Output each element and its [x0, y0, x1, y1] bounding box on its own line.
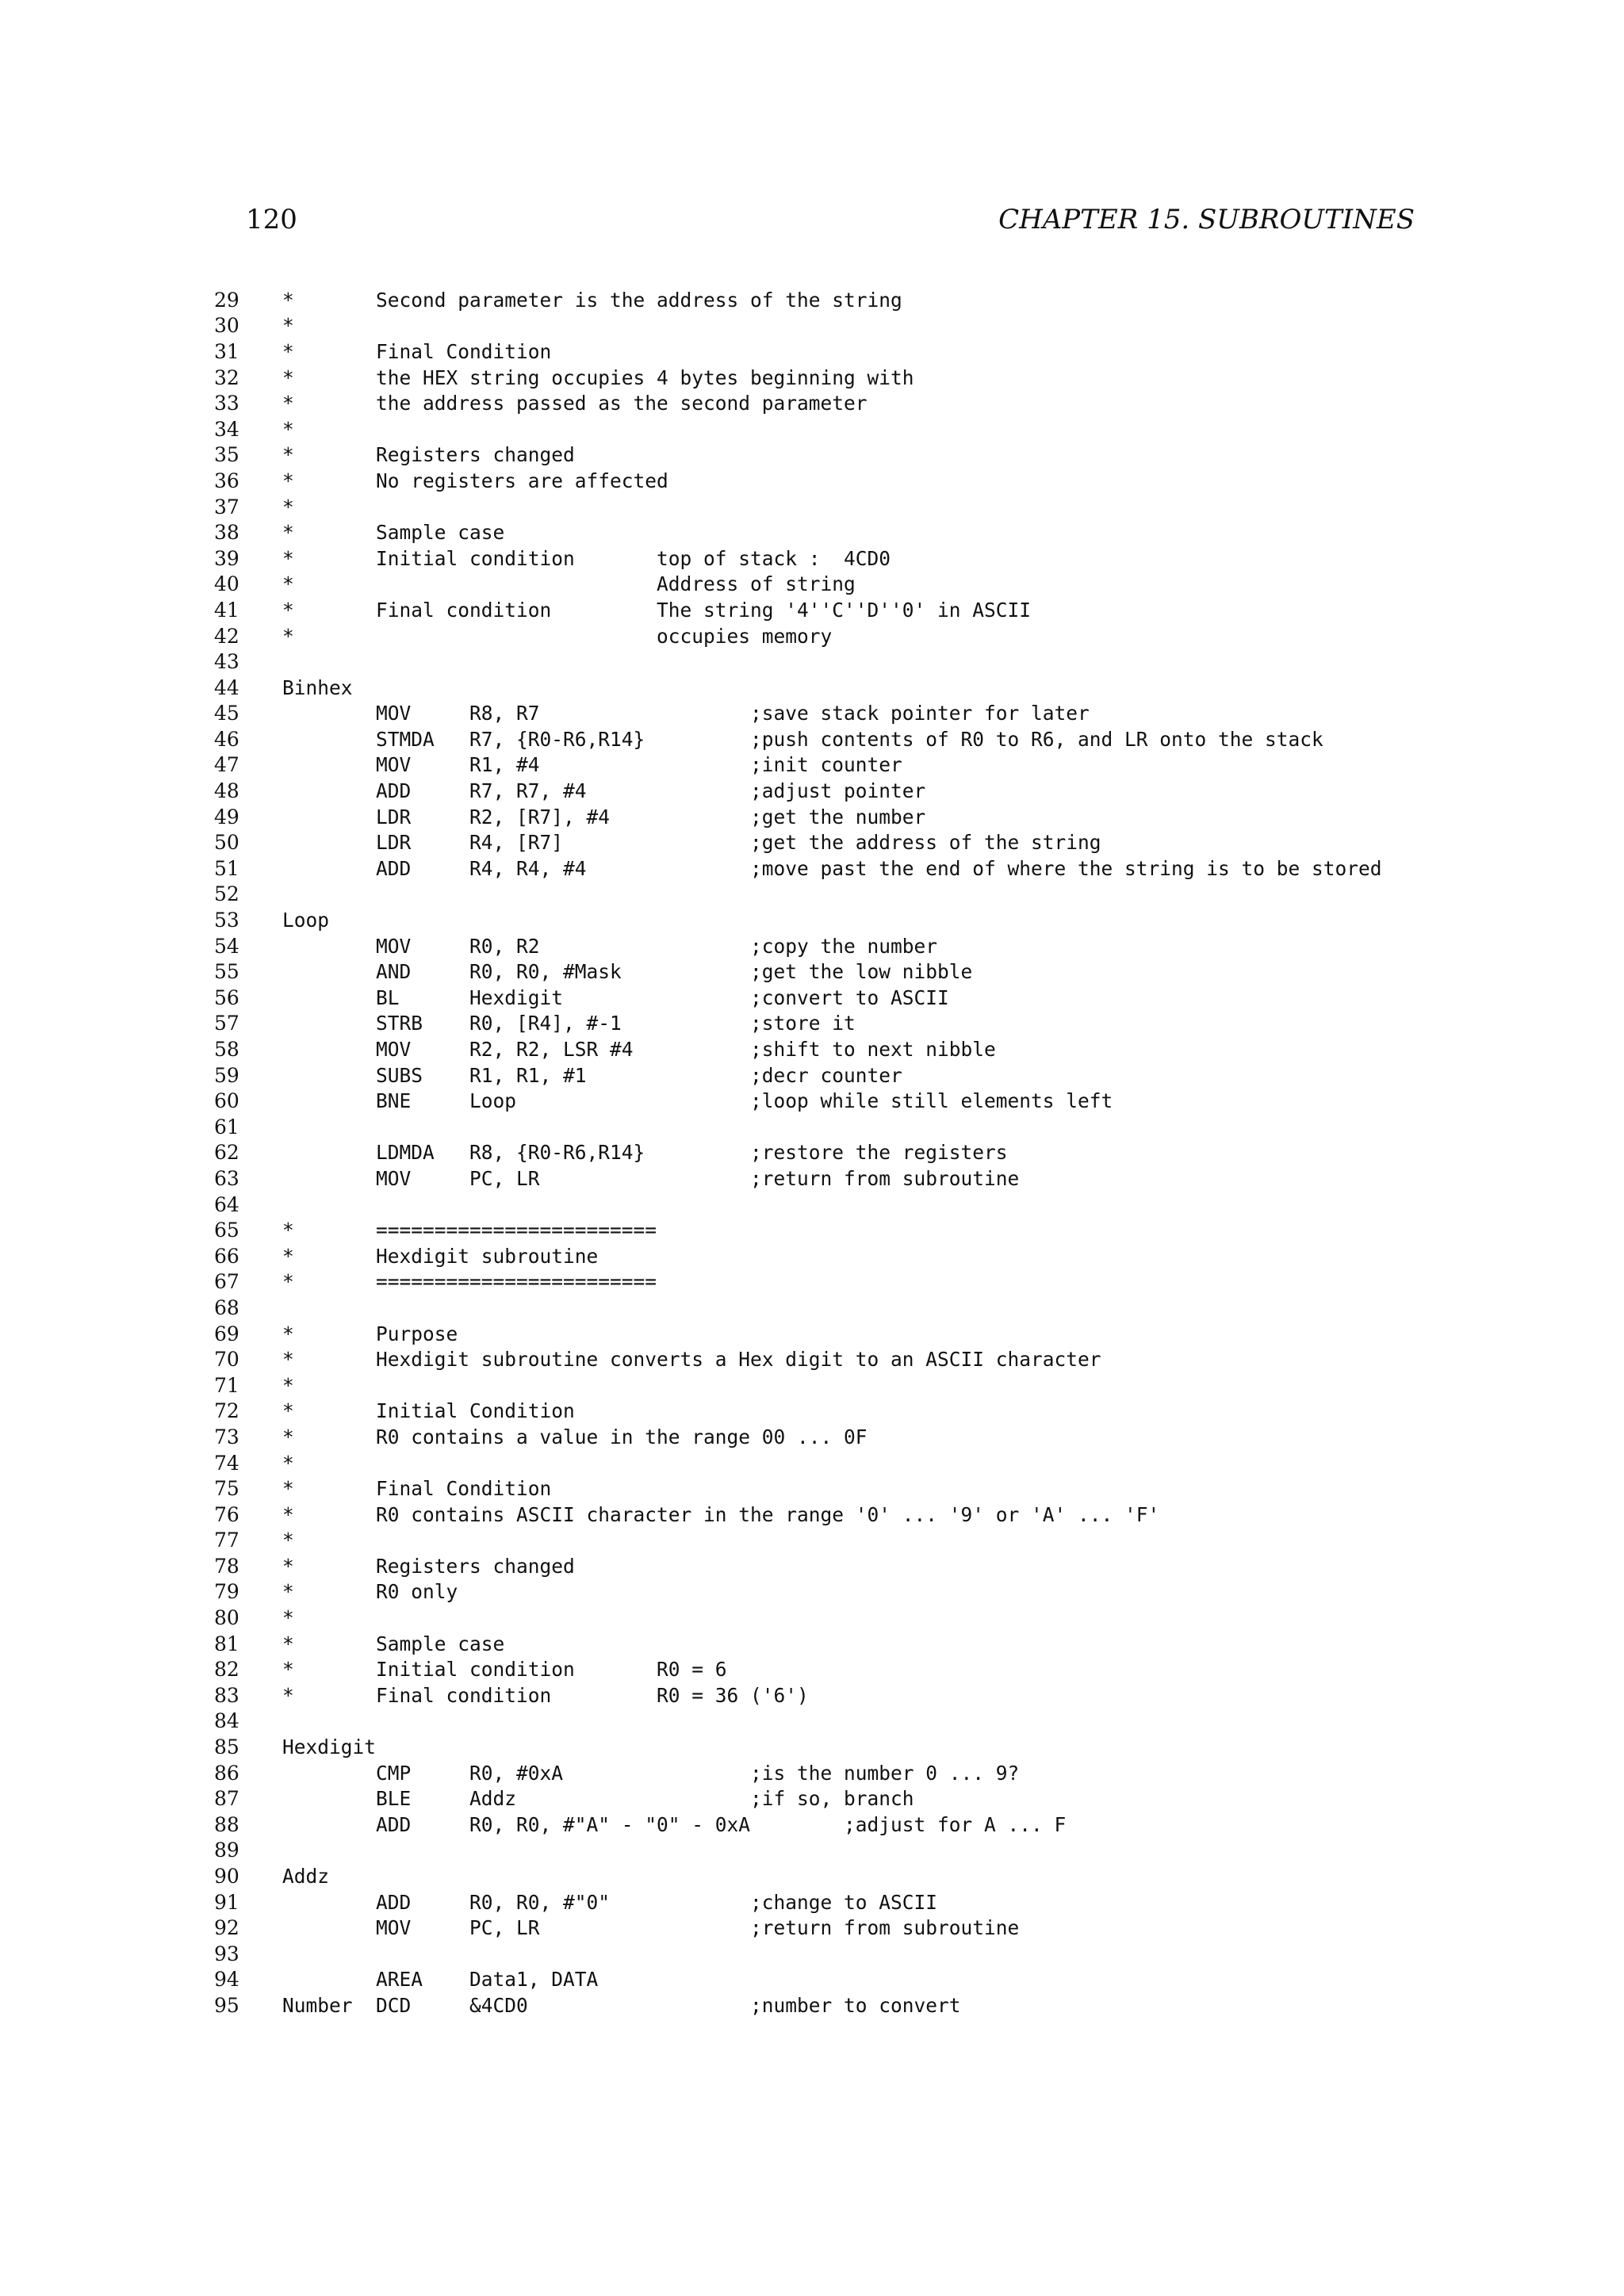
- line-code-text: * Sample case: [282, 521, 505, 545]
- code-line: [214, 726, 1451, 752]
- code-line: [214, 468, 1451, 494]
- line-number: 45: [214, 702, 239, 725]
- code-line: [214, 933, 1451, 959]
- code-line: [214, 1165, 1451, 1192]
- line-number: 68: [214, 1295, 239, 1319]
- code-line: [214, 1967, 1451, 1993]
- code-line: [214, 649, 1451, 675]
- line-code-text: MOV PC, LR ;return from subroutine: [282, 1916, 1020, 1940]
- line-code-text: MOV R0, R2 ;copy the number: [282, 934, 938, 958]
- code-line: [214, 1372, 1451, 1399]
- line-code-text: CMP R0, #0xA ;is the number 0 ... 9?: [282, 1761, 1020, 1785]
- code-line: [214, 855, 1451, 882]
- line-number: 43: [214, 650, 239, 674]
- line-code-text: ADD R0, R0, #"0" ;change to ASCII: [282, 1890, 938, 1914]
- code-line: [214, 313, 1451, 339]
- line-code-text: * occupies memory: [282, 624, 833, 648]
- line-code-text: *: [282, 314, 294, 338]
- line-code-text: * Hexdigit subroutine: [282, 1244, 599, 1268]
- line-code-text: * ========================: [282, 1270, 657, 1294]
- code-line: [214, 572, 1451, 598]
- code-line: [214, 1424, 1451, 1450]
- line-number: 63: [214, 1166, 239, 1190]
- line-number: 89: [214, 1839, 239, 1862]
- code-line: [214, 494, 1451, 520]
- line-code-text: BLE Addz ;if so, branch: [282, 1787, 914, 1811]
- line-code-text: SUBS R1, R1, #1 ;decr counter: [282, 1063, 902, 1087]
- line-code-text: *: [282, 1529, 294, 1552]
- line-code-text: * Final Condition: [282, 1477, 552, 1501]
- code-line: [214, 1450, 1451, 1476]
- code-line: [214, 1269, 1451, 1295]
- line-number: 29: [214, 288, 239, 312]
- code-line: [214, 1889, 1451, 1915]
- line-number: 37: [214, 495, 239, 519]
- line-number: 38: [214, 521, 239, 545]
- code-line: [214, 1475, 1451, 1502]
- line-code-text: Hexdigit: [282, 1735, 377, 1759]
- code-line: [214, 1553, 1451, 1579]
- line-code-text: ADD R0, R0, #"A" - "0" - 0xA ;adjust for A ... F: [282, 1812, 1067, 1836]
- line-number: 95: [214, 1993, 239, 2017]
- code-line: [214, 287, 1451, 313]
- code-line: [214, 1321, 1451, 1347]
- line-code-text: * R0 contains a value in the range 00 ... 0F: [282, 1425, 868, 1448]
- code-line: [214, 701, 1451, 727]
- line-number: 81: [214, 1632, 239, 1655]
- code-line: [214, 1502, 1451, 1528]
- code-line: [214, 1011, 1451, 1037]
- code-line: [214, 1992, 1451, 2019]
- line-code-text: * Address of string: [282, 572, 856, 596]
- code-line: [214, 804, 1451, 830]
- line-code-text: * Purpose: [282, 1322, 458, 1345]
- code-line: [214, 1656, 1451, 1682]
- line-number: 70: [214, 1348, 239, 1372]
- line-number: 48: [214, 779, 239, 803]
- line-number: 93: [214, 1942, 239, 1965]
- code-line: [214, 1915, 1451, 1941]
- code-line: [214, 1243, 1451, 1269]
- line-code-text: STMDA R7, {R0-R6,R14} ;push contents of R0 to R6, and LR onto the stack: [282, 727, 1323, 751]
- code-line: [214, 959, 1451, 985]
- line-number: 84: [214, 1709, 239, 1733]
- line-number: 59: [214, 1063, 239, 1087]
- code-line: [214, 1114, 1451, 1140]
- line-number: 79: [214, 1580, 239, 1604]
- line-number: 58: [214, 1038, 239, 1062]
- line-code-text: BNE Loop ;loop while still elements left: [282, 1089, 1113, 1113]
- code-line: [214, 623, 1451, 649]
- line-code-text: * Initial Condition: [282, 1399, 575, 1423]
- code-line: [214, 1088, 1451, 1114]
- line-number: 85: [214, 1735, 239, 1759]
- code-line: [214, 416, 1451, 442]
- line-code-text: * Registers changed: [282, 443, 575, 467]
- line-number: 32: [214, 365, 239, 389]
- line-number: 42: [214, 624, 239, 648]
- line-number: 33: [214, 392, 239, 415]
- code-line: [214, 1863, 1451, 1889]
- code-line: [214, 1346, 1451, 1372]
- line-number: 57: [214, 1012, 239, 1035]
- line-number: 90: [214, 1865, 239, 1888]
- line-number: 30: [214, 314, 239, 338]
- line-number: 60: [214, 1089, 239, 1113]
- chapter-heading: CHAPTER 15. SUBROUTINES: [998, 204, 1415, 235]
- line-code-text: LDMDA R8, {R0-R6,R14} ;restore the registers: [282, 1141, 1008, 1165]
- line-code-text: AREA Data1, DATA: [282, 1968, 599, 1992]
- line-code-text: Loop: [282, 909, 330, 932]
- code-line: [214, 1605, 1451, 1631]
- line-code-text: * ========================: [282, 1219, 657, 1242]
- line-code-text: *: [282, 495, 294, 519]
- line-number: 83: [214, 1683, 239, 1707]
- line-number: 61: [214, 1115, 239, 1138]
- line-number: 44: [214, 675, 239, 699]
- code-line: [214, 882, 1451, 908]
- line-code-text: * R0 contains ASCII character in the range '0' ... '9' or 'A' ... 'F': [282, 1502, 1160, 1526]
- code-line: [214, 1838, 1451, 1864]
- line-code-text: MOV R8, R7 ;save stack pointer for later: [282, 702, 1090, 725]
- code-line: [214, 1217, 1451, 1243]
- line-number: 47: [214, 753, 239, 777]
- code-line: [214, 1785, 1451, 1812]
- line-code-text: * the HEX string occupies 4 bytes beginning with: [282, 365, 914, 389]
- line-code-text: LDR R4, [R7] ;get the address of the string: [282, 831, 1101, 855]
- line-number: 54: [214, 934, 239, 958]
- line-number: 49: [214, 805, 239, 828]
- line-number: 78: [214, 1554, 239, 1578]
- line-code-text: ADD R4, R4, #4 ;move past the end of where the string is to be stored: [282, 856, 1382, 880]
- line-code-text: MOV R1, #4 ;init counter: [282, 753, 902, 777]
- code-line: [214, 752, 1451, 779]
- line-code-text: *: [282, 417, 294, 441]
- code-line: [214, 1709, 1451, 1735]
- line-code-text: * the address passed as the second parameter: [282, 392, 868, 415]
- line-number: 73: [214, 1425, 239, 1448]
- line-number: 64: [214, 1192, 239, 1216]
- line-number: 71: [214, 1373, 239, 1397]
- line-code-text: * Initial condition R0 = 6: [282, 1658, 727, 1682]
- line-code-text: LDR R2, [R7], #4 ;get the number: [282, 805, 926, 828]
- line-number: 62: [214, 1141, 239, 1165]
- line-code-text: ADD R7, R7, #4 ;adjust pointer: [282, 779, 926, 803]
- line-number: 31: [214, 339, 239, 363]
- line-code-text: MOV R2, R2, LSR #4 ;shift to next nibble: [282, 1038, 996, 1062]
- line-code-text: AND R0, R0, #Mask ;get the low nibble: [282, 960, 973, 984]
- code-line: [214, 1941, 1451, 1967]
- line-number: 69: [214, 1322, 239, 1345]
- line-code-text: *: [282, 1606, 294, 1630]
- code-line: [214, 1812, 1451, 1838]
- line-code-text: BL Hexdigit ;convert to ASCII: [282, 985, 949, 1009]
- line-number: 50: [214, 831, 239, 855]
- code-line: [214, 1760, 1451, 1786]
- line-number: 87: [214, 1787, 239, 1811]
- code-line: [214, 1036, 1451, 1062]
- line-code-text: * Registers changed: [282, 1554, 575, 1578]
- line-number: 53: [214, 909, 239, 932]
- code-line: [214, 390, 1451, 416]
- code-listing: [214, 287, 1451, 2019]
- line-number: 34: [214, 417, 239, 441]
- line-number: 41: [214, 598, 239, 622]
- code-line: [214, 597, 1451, 623]
- code-line: [214, 1192, 1451, 1218]
- line-code-text: Addz: [282, 1865, 330, 1888]
- line-number: 66: [214, 1244, 239, 1268]
- code-line: [214, 1631, 1451, 1657]
- code-line: [214, 1734, 1451, 1760]
- line-number: 40: [214, 572, 239, 596]
- line-code-text: * Final Condition: [282, 339, 552, 363]
- line-number: 35: [214, 443, 239, 467]
- code-line: [214, 365, 1451, 391]
- line-number: 82: [214, 1658, 239, 1682]
- code-line: [214, 1140, 1451, 1166]
- code-line: [214, 1295, 1451, 1321]
- code-line: [214, 1682, 1451, 1709]
- page-number: 120: [246, 204, 297, 235]
- code-line: [214, 1399, 1451, 1425]
- code-line: [214, 985, 1451, 1011]
- line-number: 86: [214, 1761, 239, 1785]
- line-number: 46: [214, 727, 239, 751]
- line-number: 51: [214, 856, 239, 880]
- line-number: 77: [214, 1529, 239, 1552]
- code-line: [214, 1062, 1451, 1089]
- code-line: [214, 339, 1451, 365]
- line-number: 75: [214, 1477, 239, 1501]
- code-line: [214, 829, 1451, 855]
- line-number: 55: [214, 960, 239, 984]
- line-code-text: * No registers are affected: [282, 469, 668, 492]
- line-code-text: * Second parameter is the address of the string: [282, 288, 902, 312]
- code-line: [214, 778, 1451, 804]
- line-number: 56: [214, 985, 239, 1009]
- line-code-text: * R0 only: [282, 1580, 458, 1604]
- line-number: 92: [214, 1916, 239, 1940]
- line-number: 80: [214, 1606, 239, 1630]
- code-line: [214, 675, 1451, 701]
- code-line: [214, 907, 1451, 933]
- line-code-text: * Hexdigit subroutine converts a Hex digit to an ASCII character: [282, 1348, 1101, 1372]
- line-code-text: MOV PC, LR ;return from subroutine: [282, 1166, 1020, 1190]
- line-number: 76: [214, 1502, 239, 1526]
- line-code-text: * Final condition R0 = 36 ('6'): [282, 1683, 809, 1707]
- line-code-text: STRB R0, [R4], #-1 ;store it: [282, 1012, 856, 1035]
- line-number: 91: [214, 1890, 239, 1914]
- line-code-text: *: [282, 1373, 294, 1397]
- line-code-text: * Final condition The string '4''C''D''0' in ASCII: [282, 598, 1032, 622]
- line-code-text: Number DCD &4CD0 ;number to convert: [282, 1993, 961, 2017]
- line-number: 65: [214, 1219, 239, 1242]
- line-number: 52: [214, 882, 239, 906]
- line-number: 39: [214, 546, 239, 570]
- line-number: 88: [214, 1812, 239, 1836]
- code-line: [214, 1579, 1451, 1605]
- line-code-text: *: [282, 1451, 294, 1475]
- code-line: [214, 442, 1451, 469]
- code-line: [214, 1528, 1451, 1554]
- line-number: 67: [214, 1270, 239, 1294]
- line-number: 94: [214, 1968, 239, 1992]
- code-line: [214, 519, 1451, 545]
- line-number: 74: [214, 1451, 239, 1475]
- line-code-text: Binhex: [282, 675, 353, 699]
- line-code-text: * Sample case: [282, 1632, 505, 1655]
- line-number: 72: [214, 1399, 239, 1423]
- line-number: 36: [214, 469, 239, 492]
- code-line: [214, 545, 1451, 572]
- line-code-text: * Initial condition top of stack : 4CD0: [282, 546, 891, 570]
